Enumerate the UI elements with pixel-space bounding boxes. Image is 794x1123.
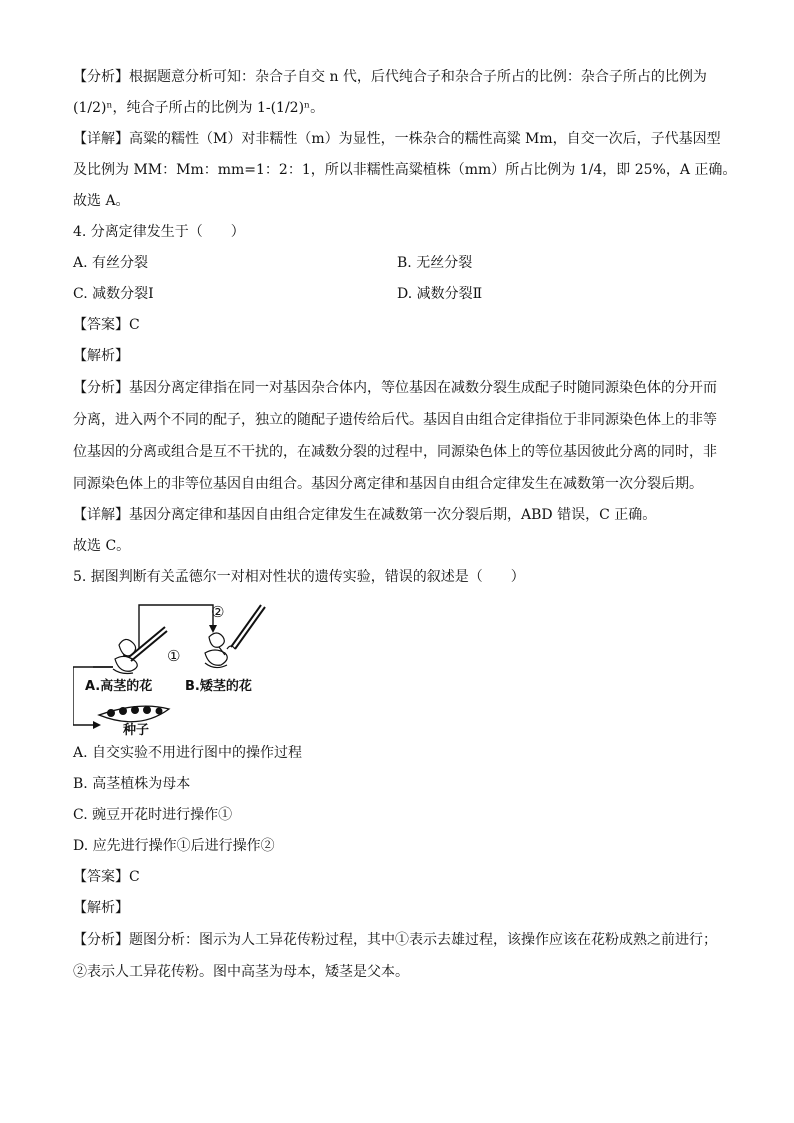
label-tall-flower: A.高茎的花 [85, 679, 153, 694]
analysis-line: 同源染色体上的非等位基因自由组合。基因分离定律和基因自由组合定律发生在减数第一次分裂后期。 [73, 476, 703, 492]
question-4-options-row-1 [73, 248, 733, 279]
question-5-stem: 5. 据图判断有关孟德尔一对相对性状的遗传实验，错误的叙述是（ ） [73, 569, 525, 585]
label-seed: 种子 [123, 723, 150, 738]
arrow-head-icon [93, 721, 101, 729]
operation-mark-2: ② [211, 603, 225, 621]
option-c: C. 减数分裂Ⅰ [73, 286, 154, 302]
option-d: D. 应先进行操作①后进行操作② [73, 838, 275, 854]
conclusion-line: 故选 C。 [73, 538, 131, 554]
option-b: B. 无丝分裂 [397, 255, 473, 271]
label-short-flower: B.矮茎的花 [185, 679, 252, 694]
option-a: A. 自交实验不用进行图中的操作过程 [73, 745, 303, 761]
analysis-line: (1/2)ⁿ，纯合子所占的比例为 1-(1/2)ⁿ。 [73, 100, 325, 116]
option-c: C. 豌豆开花时进行操作① [73, 807, 233, 823]
detail-line: 【详解】基因分离定律和基因自由组合定律发生在减数第一次分裂后期，ABD 错误，C 正确。 [73, 507, 657, 523]
answer-line: 【答案】C [73, 317, 140, 333]
brush-icon [227, 605, 265, 649]
tall-flower-icon [113, 639, 137, 673]
explanation-heading: 【解析】 [73, 348, 129, 364]
analysis-line: 【分析】基因分离定律指在同一对基因杂合体内，等位基因在减数分裂生成配子时随同源染色体的分开而 [73, 380, 717, 396]
detail-line: 【详解】高粱的糯性（M）对非糯性（m）为显性，一株杂合的糯性高粱 Mm，自交一次后，子代基因型 [73, 131, 721, 147]
question-4-options-row-2 [73, 279, 733, 310]
pollination-figure [73, 597, 293, 738]
detail-line: 及比例为 MM：Mm：mm=1：2：1，所以非糯性高粱植株（mm）所占比例为 1/4，即 25%，A 正确。 [73, 162, 737, 178]
document-page [73, 62, 737, 988]
explanation-heading: 【解析】 [73, 900, 129, 916]
arrow-head-icon [209, 625, 217, 633]
option-d: D. 减数分裂Ⅱ [397, 286, 483, 302]
answer-line: 【答案】C [73, 869, 140, 885]
analysis-line: 位基因的分离或组合是互不干扰的，在减数分裂的过程中，同源染色体上的等位基因彼此分离的同时，非 [73, 444, 717, 460]
pollination-diagram [73, 597, 293, 732]
option-a: A. 有丝分裂 [73, 255, 149, 271]
arrow-path-2 [139, 605, 213, 649]
conclusion-line: 故选 A。 [73, 193, 130, 209]
tweezers-icon [129, 627, 167, 661]
analysis-line: 分离，进入两个不同的配子，独立的随配子遗传给后代。基因自由组合定律指位于非同源染色体上的非等 [73, 412, 717, 428]
operation-mark-1: ① [167, 647, 181, 665]
question-4-stem: 4. 分离定律发生于（ ） [73, 224, 245, 240]
analysis-line: 【分析】题图分析：图示为人工异花传粉过程，其中①表示去雄过程，该操作应该在花粉成熟之前进行； [73, 932, 717, 948]
analysis-line: ②表示人工异花传粉。图中高茎为母本，矮茎是父本。 [73, 964, 409, 980]
analysis-line: 【分析】根据题意分析可知：杂合子自交 n 代，后代纯合子和杂合子所占的比例：杂合子所占的比例为 [73, 69, 707, 85]
option-b: B. 高茎植株为母本 [73, 776, 191, 792]
short-flower-icon [205, 633, 227, 668]
